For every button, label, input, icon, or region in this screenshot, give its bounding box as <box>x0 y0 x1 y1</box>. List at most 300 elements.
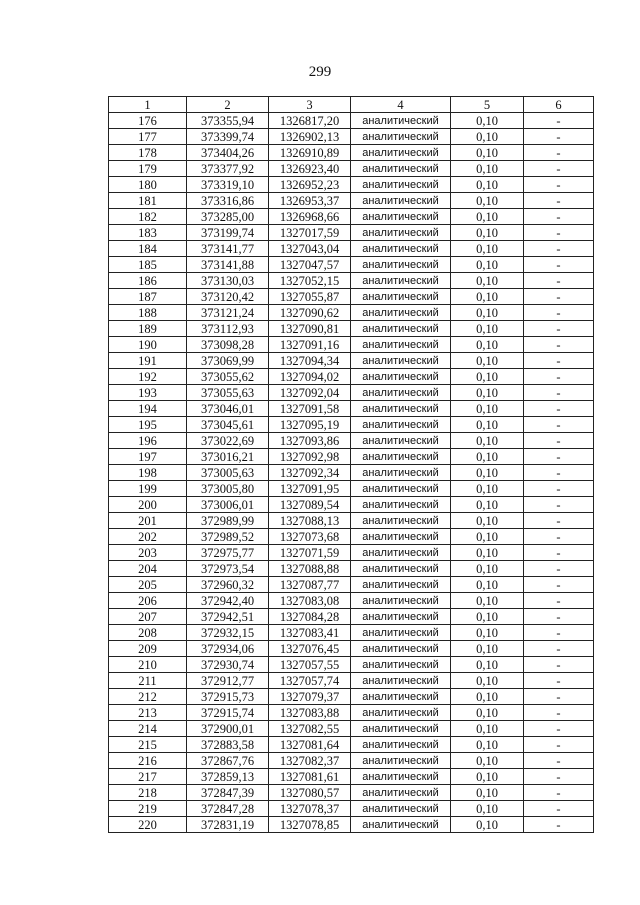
point-number-cell: 201 <box>109 513 187 529</box>
note-cell: - <box>524 273 594 289</box>
y-coordinate-cell: 1327078,37 <box>269 801 351 817</box>
note-cell: - <box>524 481 594 497</box>
accuracy-cell: 0,10 <box>451 433 524 449</box>
x-coordinate-cell: 372847,39 <box>187 785 269 801</box>
accuracy-cell: 0,10 <box>451 289 524 305</box>
method-cell: аналитический <box>351 769 451 785</box>
note-cell: - <box>524 449 594 465</box>
point-number-cell: 209 <box>109 641 187 657</box>
x-coordinate-cell: 373121,24 <box>187 305 269 321</box>
column-header-1: 1 <box>109 97 187 113</box>
table-row <box>109 689 594 705</box>
table-row <box>109 257 594 273</box>
table-row <box>109 305 594 321</box>
point-number-cell: 195 <box>109 417 187 433</box>
accuracy-cell: 0,10 <box>451 385 524 401</box>
y-coordinate-cell: 1327082,55 <box>269 721 351 737</box>
y-coordinate-cell: 1327082,37 <box>269 753 351 769</box>
table-row <box>109 801 594 817</box>
note-cell: - <box>524 257 594 273</box>
table-row <box>109 193 594 209</box>
x-coordinate-cell: 373022,69 <box>187 433 269 449</box>
point-number-cell: 189 <box>109 321 187 337</box>
y-coordinate-cell: 1327055,87 <box>269 289 351 305</box>
method-cell: аналитический <box>351 369 451 385</box>
accuracy-cell: 0,10 <box>451 769 524 785</box>
accuracy-cell: 0,10 <box>451 641 524 657</box>
accuracy-cell: 0,10 <box>451 401 524 417</box>
accuracy-cell: 0,10 <box>451 113 524 129</box>
note-cell: - <box>524 129 594 145</box>
method-cell: аналитический <box>351 289 451 305</box>
y-coordinate-cell: 1327081,61 <box>269 769 351 785</box>
table-row <box>109 289 594 305</box>
note-cell: - <box>524 385 594 401</box>
x-coordinate-cell: 372975,77 <box>187 545 269 561</box>
method-cell: аналитический <box>351 241 451 257</box>
point-number-cell: 203 <box>109 545 187 561</box>
method-cell: аналитический <box>351 113 451 129</box>
note-cell: - <box>524 369 594 385</box>
table-row <box>109 593 594 609</box>
method-cell: аналитический <box>351 337 451 353</box>
accuracy-cell: 0,10 <box>451 193 524 209</box>
point-number-cell: 202 <box>109 529 187 545</box>
point-number-cell: 185 <box>109 257 187 273</box>
coordinates-table <box>108 96 594 833</box>
table-row <box>109 529 594 545</box>
x-coordinate-cell: 372915,74 <box>187 705 269 721</box>
method-cell: аналитический <box>351 449 451 465</box>
y-coordinate-cell: 1327083,41 <box>269 625 351 641</box>
y-coordinate-cell: 1327043,04 <box>269 241 351 257</box>
x-coordinate-cell: 372883,58 <box>187 737 269 753</box>
table-row <box>109 353 594 369</box>
x-coordinate-cell: 373016,21 <box>187 449 269 465</box>
point-number-cell: 188 <box>109 305 187 321</box>
method-cell: аналитический <box>351 785 451 801</box>
point-number-cell: 199 <box>109 481 187 497</box>
method-cell: аналитический <box>351 401 451 417</box>
note-cell: - <box>524 545 594 561</box>
y-coordinate-cell: 1327017,59 <box>269 225 351 241</box>
note-cell: - <box>524 433 594 449</box>
accuracy-cell: 0,10 <box>451 737 524 753</box>
x-coordinate-cell: 372942,51 <box>187 609 269 625</box>
note-cell: - <box>524 225 594 241</box>
method-cell: аналитический <box>351 257 451 273</box>
point-number-cell: 211 <box>109 673 187 689</box>
method-cell: аналитический <box>351 481 451 497</box>
table-row <box>109 385 594 401</box>
table-row <box>109 145 594 161</box>
accuracy-cell: 0,10 <box>451 577 524 593</box>
method-cell: аналитический <box>351 513 451 529</box>
accuracy-cell: 0,10 <box>451 817 524 833</box>
note-cell: - <box>524 289 594 305</box>
method-cell: аналитический <box>351 609 451 625</box>
note-cell: - <box>524 609 594 625</box>
y-coordinate-cell: 1327094,02 <box>269 369 351 385</box>
x-coordinate-cell: 373377,92 <box>187 161 269 177</box>
point-number-cell: 196 <box>109 433 187 449</box>
accuracy-cell: 0,10 <box>451 209 524 225</box>
accuracy-cell: 0,10 <box>451 529 524 545</box>
column-header-2: 2 <box>187 97 269 113</box>
point-number-cell: 191 <box>109 353 187 369</box>
table-row <box>109 625 594 641</box>
table-row <box>109 161 594 177</box>
table-row <box>109 769 594 785</box>
note-cell: - <box>524 641 594 657</box>
y-coordinate-cell: 1327079,37 <box>269 689 351 705</box>
y-coordinate-cell: 1327092,34 <box>269 465 351 481</box>
point-number-cell: 204 <box>109 561 187 577</box>
table-row <box>109 545 594 561</box>
x-coordinate-cell: 372900,01 <box>187 721 269 737</box>
accuracy-cell: 0,10 <box>451 369 524 385</box>
note-cell: - <box>524 241 594 257</box>
y-coordinate-cell: 1327088,13 <box>269 513 351 529</box>
table-row <box>109 449 594 465</box>
x-coordinate-cell: 373199,74 <box>187 225 269 241</box>
note-cell: - <box>524 657 594 673</box>
column-header-3: 3 <box>269 97 351 113</box>
y-coordinate-cell: 1326953,37 <box>269 193 351 209</box>
x-coordinate-cell: 373069,99 <box>187 353 269 369</box>
method-cell: аналитический <box>351 225 451 241</box>
method-cell: аналитический <box>351 801 451 817</box>
column-header-5: 5 <box>451 97 524 113</box>
point-number-cell: 219 <box>109 801 187 817</box>
point-number-cell: 184 <box>109 241 187 257</box>
y-coordinate-cell: 1327087,77 <box>269 577 351 593</box>
x-coordinate-cell: 373141,77 <box>187 241 269 257</box>
x-coordinate-cell: 373319,10 <box>187 177 269 193</box>
y-coordinate-cell: 1327071,59 <box>269 545 351 561</box>
table-row <box>109 641 594 657</box>
note-cell: - <box>524 753 594 769</box>
point-number-cell: 194 <box>109 401 187 417</box>
method-cell: аналитический <box>351 529 451 545</box>
y-coordinate-cell: 1327093,86 <box>269 433 351 449</box>
point-number-cell: 218 <box>109 785 187 801</box>
method-cell: аналитический <box>351 177 451 193</box>
point-number-cell: 176 <box>109 113 187 129</box>
point-number-cell: 180 <box>109 177 187 193</box>
y-coordinate-cell: 1327076,45 <box>269 641 351 657</box>
note-cell: - <box>524 321 594 337</box>
note-cell: - <box>524 497 594 513</box>
point-number-cell: 192 <box>109 369 187 385</box>
x-coordinate-cell: 373141,88 <box>187 257 269 273</box>
y-coordinate-cell: 1327091,95 <box>269 481 351 497</box>
method-cell: аналитический <box>351 497 451 513</box>
x-coordinate-cell: 373355,94 <box>187 113 269 129</box>
accuracy-cell: 0,10 <box>451 145 524 161</box>
x-coordinate-cell: 373055,63 <box>187 385 269 401</box>
point-number-cell: 208 <box>109 625 187 641</box>
y-coordinate-cell: 1327084,28 <box>269 609 351 625</box>
x-coordinate-cell: 372934,06 <box>187 641 269 657</box>
point-number-cell: 193 <box>109 385 187 401</box>
method-cell: аналитический <box>351 721 451 737</box>
table-row <box>109 209 594 225</box>
accuracy-cell: 0,10 <box>451 129 524 145</box>
point-number-cell: 216 <box>109 753 187 769</box>
accuracy-cell: 0,10 <box>451 689 524 705</box>
x-coordinate-cell: 372960,32 <box>187 577 269 593</box>
table-row <box>109 497 594 513</box>
point-number-cell: 186 <box>109 273 187 289</box>
note-cell: - <box>524 673 594 689</box>
table-row <box>109 753 594 769</box>
accuracy-cell: 0,10 <box>451 801 524 817</box>
note-cell: - <box>524 353 594 369</box>
x-coordinate-cell: 373055,62 <box>187 369 269 385</box>
note-cell: - <box>524 337 594 353</box>
y-coordinate-cell: 1327090,81 <box>269 321 351 337</box>
table-row <box>109 465 594 481</box>
y-coordinate-cell: 1327091,16 <box>269 337 351 353</box>
y-coordinate-cell: 1327052,15 <box>269 273 351 289</box>
point-number-cell: 214 <box>109 721 187 737</box>
y-coordinate-cell: 1326923,40 <box>269 161 351 177</box>
method-cell: аналитический <box>351 129 451 145</box>
point-number-cell: 187 <box>109 289 187 305</box>
note-cell: - <box>524 817 594 833</box>
table-row <box>109 785 594 801</box>
y-coordinate-cell: 1327083,88 <box>269 705 351 721</box>
y-coordinate-cell: 1326968,66 <box>269 209 351 225</box>
y-coordinate-cell: 1327094,34 <box>269 353 351 369</box>
method-cell: аналитический <box>351 321 451 337</box>
point-number-cell: 198 <box>109 465 187 481</box>
x-coordinate-cell: 372930,74 <box>187 657 269 673</box>
point-number-cell: 178 <box>109 145 187 161</box>
table-row <box>109 737 594 753</box>
note-cell: - <box>524 145 594 161</box>
point-number-cell: 212 <box>109 689 187 705</box>
method-cell: аналитический <box>351 145 451 161</box>
y-coordinate-cell: 1327089,54 <box>269 497 351 513</box>
x-coordinate-cell: 372859,13 <box>187 769 269 785</box>
method-cell: аналитический <box>351 705 451 721</box>
x-coordinate-cell: 372989,99 <box>187 513 269 529</box>
x-coordinate-cell: 372831,19 <box>187 817 269 833</box>
y-coordinate-cell: 1327080,57 <box>269 785 351 801</box>
y-coordinate-cell: 1327091,58 <box>269 401 351 417</box>
table-row <box>109 817 594 833</box>
y-coordinate-cell: 1326910,89 <box>269 145 351 161</box>
table-row <box>109 513 594 529</box>
accuracy-cell: 0,10 <box>451 657 524 673</box>
x-coordinate-cell: 373005,63 <box>187 465 269 481</box>
accuracy-cell: 0,10 <box>451 721 524 737</box>
x-coordinate-cell: 373130,03 <box>187 273 269 289</box>
note-cell: - <box>524 161 594 177</box>
point-number-cell: 207 <box>109 609 187 625</box>
table-row <box>109 321 594 337</box>
method-cell: аналитический <box>351 753 451 769</box>
method-cell: аналитический <box>351 673 451 689</box>
table-row <box>109 417 594 433</box>
accuracy-cell: 0,10 <box>451 321 524 337</box>
x-coordinate-cell: 372912,77 <box>187 673 269 689</box>
note-cell: - <box>524 193 594 209</box>
y-coordinate-cell: 1327090,62 <box>269 305 351 321</box>
x-coordinate-cell: 372973,54 <box>187 561 269 577</box>
accuracy-cell: 0,10 <box>451 417 524 433</box>
accuracy-cell: 0,10 <box>451 785 524 801</box>
x-coordinate-cell: 373316,86 <box>187 193 269 209</box>
method-cell: аналитический <box>351 737 451 753</box>
note-cell: - <box>524 625 594 641</box>
point-number-cell: 205 <box>109 577 187 593</box>
note-cell: - <box>524 593 594 609</box>
note-cell: - <box>524 577 594 593</box>
note-cell: - <box>524 465 594 481</box>
x-coordinate-cell: 372847,28 <box>187 801 269 817</box>
accuracy-cell: 0,10 <box>451 177 524 193</box>
method-cell: аналитический <box>351 577 451 593</box>
point-number-cell: 197 <box>109 449 187 465</box>
note-cell: - <box>524 209 594 225</box>
note-cell: - <box>524 177 594 193</box>
y-coordinate-cell: 1327083,08 <box>269 593 351 609</box>
note-cell: - <box>524 417 594 433</box>
method-cell: аналитический <box>351 593 451 609</box>
point-number-cell: 215 <box>109 737 187 753</box>
accuracy-cell: 0,10 <box>451 561 524 577</box>
accuracy-cell: 0,10 <box>451 225 524 241</box>
note-cell: - <box>524 737 594 753</box>
accuracy-cell: 0,10 <box>451 241 524 257</box>
x-coordinate-cell: 373404,26 <box>187 145 269 161</box>
table-header <box>109 97 594 113</box>
method-cell: аналитический <box>351 641 451 657</box>
table-row <box>109 433 594 449</box>
accuracy-cell: 0,10 <box>451 273 524 289</box>
note-cell: - <box>524 113 594 129</box>
method-cell: аналитический <box>351 385 451 401</box>
x-coordinate-cell: 373045,61 <box>187 417 269 433</box>
note-cell: - <box>524 529 594 545</box>
header-row <box>109 97 594 113</box>
method-cell: аналитический <box>351 465 451 481</box>
x-coordinate-cell: 372932,15 <box>187 625 269 641</box>
table-row <box>109 369 594 385</box>
note-cell: - <box>524 305 594 321</box>
x-coordinate-cell: 373120,42 <box>187 289 269 305</box>
x-coordinate-cell: 372867,76 <box>187 753 269 769</box>
method-cell: аналитический <box>351 625 451 641</box>
accuracy-cell: 0,10 <box>451 625 524 641</box>
table-row <box>109 401 594 417</box>
table-row <box>109 721 594 737</box>
x-coordinate-cell: 373006,01 <box>187 497 269 513</box>
note-cell: - <box>524 705 594 721</box>
y-coordinate-cell: 1327088,88 <box>269 561 351 577</box>
y-coordinate-cell: 1327092,98 <box>269 449 351 465</box>
accuracy-cell: 0,10 <box>451 465 524 481</box>
x-coordinate-cell: 373005,80 <box>187 481 269 497</box>
note-cell: - <box>524 561 594 577</box>
point-number-cell: 179 <box>109 161 187 177</box>
x-coordinate-cell: 373046,01 <box>187 401 269 417</box>
point-number-cell: 182 <box>109 209 187 225</box>
note-cell: - <box>524 401 594 417</box>
table-row <box>109 113 594 129</box>
y-coordinate-cell: 1327092,04 <box>269 385 351 401</box>
method-cell: аналитический <box>351 193 451 209</box>
accuracy-cell: 0,10 <box>451 449 524 465</box>
method-cell: аналитический <box>351 305 451 321</box>
point-number-cell: 217 <box>109 769 187 785</box>
method-cell: аналитический <box>351 817 451 833</box>
point-number-cell: 206 <box>109 593 187 609</box>
accuracy-cell: 0,10 <box>451 705 524 721</box>
x-coordinate-cell: 372989,52 <box>187 529 269 545</box>
y-coordinate-cell: 1327078,85 <box>269 817 351 833</box>
point-number-cell: 190 <box>109 337 187 353</box>
point-number-cell: 213 <box>109 705 187 721</box>
column-header-4: 4 <box>351 97 451 113</box>
table-row <box>109 337 594 353</box>
y-coordinate-cell: 1327073,68 <box>269 529 351 545</box>
y-coordinate-cell: 1326952,23 <box>269 177 351 193</box>
y-coordinate-cell: 1327057,55 <box>269 657 351 673</box>
method-cell: аналитический <box>351 545 451 561</box>
y-coordinate-cell: 1326902,13 <box>269 129 351 145</box>
accuracy-cell: 0,10 <box>451 257 524 273</box>
accuracy-cell: 0,10 <box>451 593 524 609</box>
point-number-cell: 210 <box>109 657 187 673</box>
x-coordinate-cell: 373285,00 <box>187 209 269 225</box>
note-cell: - <box>524 513 594 529</box>
method-cell: аналитический <box>351 657 451 673</box>
point-number-cell: 181 <box>109 193 187 209</box>
x-coordinate-cell: 372915,73 <box>187 689 269 705</box>
method-cell: аналитический <box>351 273 451 289</box>
y-coordinate-cell: 1327057,74 <box>269 673 351 689</box>
page-number: 299 <box>308 64 332 80</box>
point-number-cell: 177 <box>109 129 187 145</box>
table-row <box>109 705 594 721</box>
method-cell: аналитический <box>351 209 451 225</box>
table-row <box>109 225 594 241</box>
method-cell: аналитический <box>351 689 451 705</box>
table-body <box>109 113 594 833</box>
accuracy-cell: 0,10 <box>451 609 524 625</box>
note-cell: - <box>524 801 594 817</box>
table-row <box>109 481 594 497</box>
accuracy-cell: 0,10 <box>451 753 524 769</box>
method-cell: аналитический <box>351 433 451 449</box>
table-row <box>109 673 594 689</box>
table-row <box>109 609 594 625</box>
accuracy-cell: 0,10 <box>451 337 524 353</box>
table-row <box>109 273 594 289</box>
accuracy-cell: 0,10 <box>451 497 524 513</box>
method-cell: аналитический <box>351 417 451 433</box>
method-cell: аналитический <box>351 561 451 577</box>
y-coordinate-cell: 1327047,57 <box>269 257 351 273</box>
table-row <box>109 657 594 673</box>
y-coordinate-cell: 1327081,64 <box>269 737 351 753</box>
column-header-6: 6 <box>524 97 594 113</box>
point-number-cell: 183 <box>109 225 187 241</box>
